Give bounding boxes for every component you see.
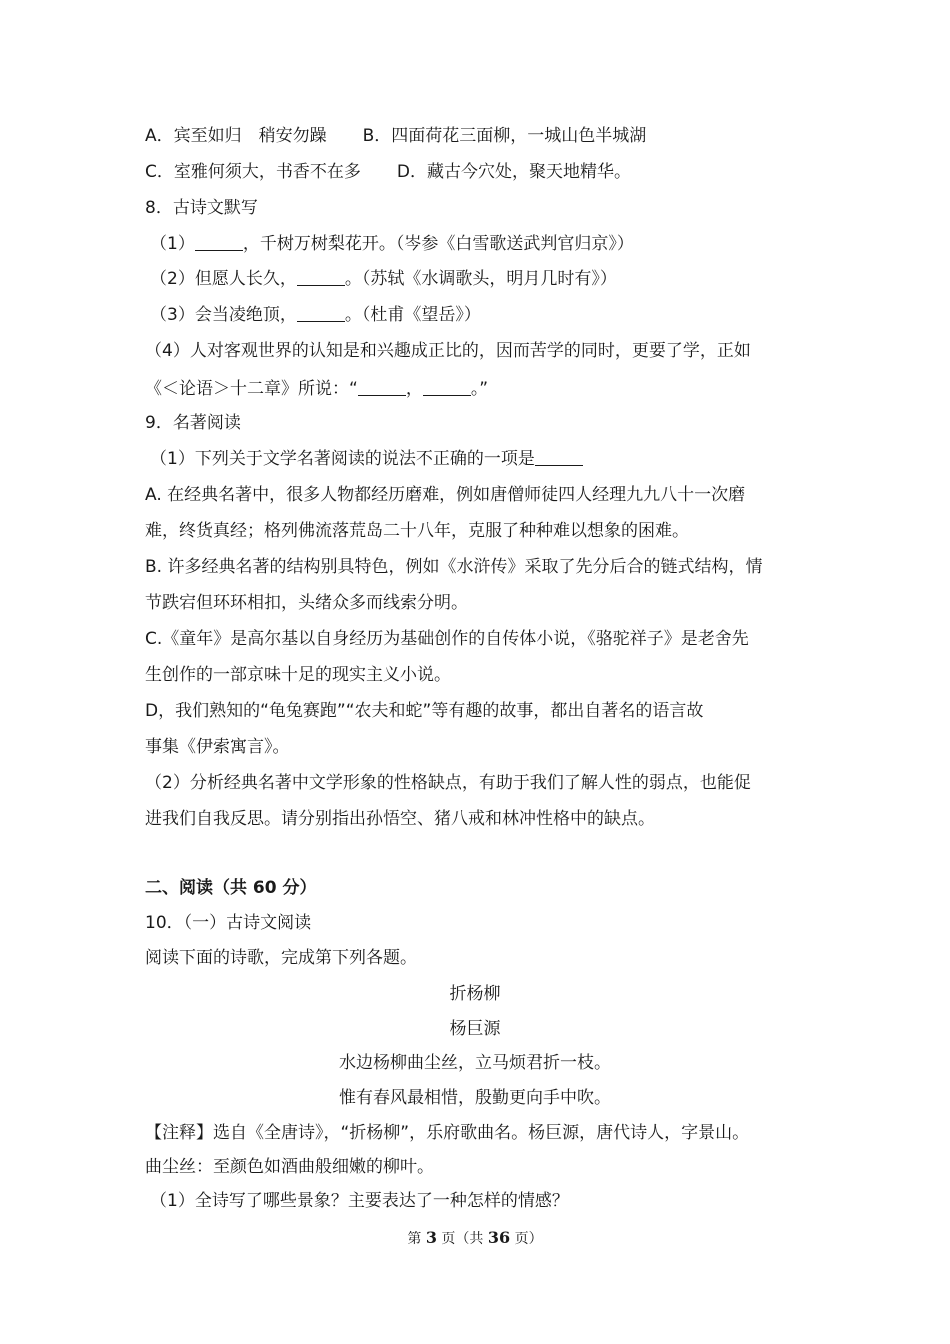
q9-sub-1-text: （1）下列关于文学名著阅读的说法不正确的一项是: [150, 449, 535, 469]
page-footer: [0, 1228, 950, 1248]
poem-note-line-2: 曲尘丝：至颜色如酒曲般细嫩的柳叶。: [145, 1157, 434, 1177]
poem-line-1: 水边杨柳曲尘丝，立马烦君折一枝。: [339, 1053, 611, 1073]
q8-line-2: [150, 267, 617, 291]
poem-author: 杨巨源: [449, 1019, 501, 1039]
answer-blank: [297, 303, 345, 322]
q8-line-4b-suffix: 。”: [470, 379, 489, 399]
q7-option-b: B．四面荷花三面柳，一城山色半城湖: [362, 126, 647, 146]
q8-title: 8．古诗文默写: [145, 198, 258, 218]
section-2-heading: 二、阅读（共 60 分）: [145, 878, 317, 898]
q9-option-c-line-1: C.《童年》是高尔基以自身经历为基础创作的自传体小说，《骆驼祥子》是老舍先: [145, 629, 749, 649]
q8-line-4a: （4）人对客观世界的认知是和兴趣成正比的，因而苦学的同时，更要了学，正如: [145, 341, 751, 361]
q8-line-1-suffix: ，千树万树梨花开。（岑参《白雪歌送武判官归京》）: [242, 234, 634, 254]
poem-note-line-1: 【注释】选自《全唐诗》，“折杨柳”，乐府歌曲名。杨巨源，唐代诗人，字景山。: [145, 1123, 750, 1143]
q9-option-b-line-2: 节跌宕但环环相扣，头绪众多而线索分明。: [145, 593, 468, 613]
q9-option-d-line-1: D，我们熟知的“龟兔赛跑”“农夫和蛇”等有趣的故事，都出自著名的语言故: [145, 701, 704, 721]
q9-title: 9．名著阅读: [145, 413, 241, 433]
q8-line-4b-comma: ，: [405, 379, 423, 399]
q8-line-2-prefix: （2）但愿人长久，: [150, 269, 297, 289]
q10-title: 10．（一）古诗文阅读: [145, 913, 312, 933]
q9-sub-1: [150, 447, 583, 471]
page-number: 3: [425, 1228, 437, 1247]
answer-blank: [358, 377, 406, 396]
q9-option-a-line-1: A. 在经典名著中，很多人物都经历磨难，例如唐僧师徒四人经理九九八十一次磨: [145, 485, 746, 505]
q9-option-d-line-2: 事集《伊索寓言》。: [145, 737, 290, 757]
poem-title: 折杨柳: [449, 984, 501, 1004]
q10-sub-1: （1）全诗写了哪些景象？主要表达了一种怎样的情感？: [150, 1191, 569, 1211]
poem-line-2: 惟有春风最相惜，殷勤更向手中吹。: [339, 1088, 611, 1108]
q8-line-1: [150, 232, 634, 256]
answer-blank: [297, 267, 345, 286]
page-total: 36: [487, 1228, 511, 1247]
q7-options-row-1: [145, 124, 646, 148]
q8-line-3-suffix: 。（杜甫《望岳》）: [344, 305, 481, 325]
answer-blank: [423, 377, 471, 396]
q8-line-3: [150, 303, 481, 327]
q8-line-4b-prefix: 《＜论语＞十二章》所说：“: [145, 379, 358, 399]
q8-line-2-suffix: 。（苏轼《水调歌头，明月几时有》）: [344, 269, 617, 289]
footer-suffix: 页）: [510, 1231, 543, 1247]
q8-line-1-prefix: （1）: [150, 234, 195, 254]
q7-option-c: C．室雅何须大，书香不在多: [145, 162, 361, 182]
q9-option-a-line-2: 难，终货真经；格列佛流落荒岛二十八年，克服了种种难以想象的困难。: [145, 521, 689, 541]
q7-options-row-2: [145, 160, 631, 184]
q8-line-4b: [145, 377, 488, 401]
q7-option-a: A．宾至如归 稍安勿躁: [145, 126, 327, 146]
q10-intro: 阅读下面的诗歌，完成第下列各题。: [145, 948, 417, 968]
footer-prefix: 第: [407, 1231, 426, 1247]
q8-line-3-prefix: （3）会当凌绝顶，: [150, 305, 297, 325]
q9-option-b-line-1: B. 许多经典名著的结构别具特色，例如《水浒传》采取了先分后合的链式结构，情: [145, 557, 763, 577]
q9-sub-2-line-2: 进我们自我反思。请分别指出孙悟空、猪八戒和林冲性格中的缺点。: [145, 809, 655, 829]
answer-blank: [535, 447, 583, 466]
q9-sub-2-line-1: （2）分析经典名著中文学形象的性格缺点，有助于我们了解人性的弱点，也能促: [145, 773, 751, 793]
q7-option-d: D．藏古今穴处，聚天地精华。: [396, 162, 631, 182]
footer-middle: 页（共: [436, 1231, 488, 1247]
answer-blank: [195, 232, 243, 251]
q9-option-c-line-2: 生创作的一部京味十足的现实主义小说。: [145, 665, 451, 685]
